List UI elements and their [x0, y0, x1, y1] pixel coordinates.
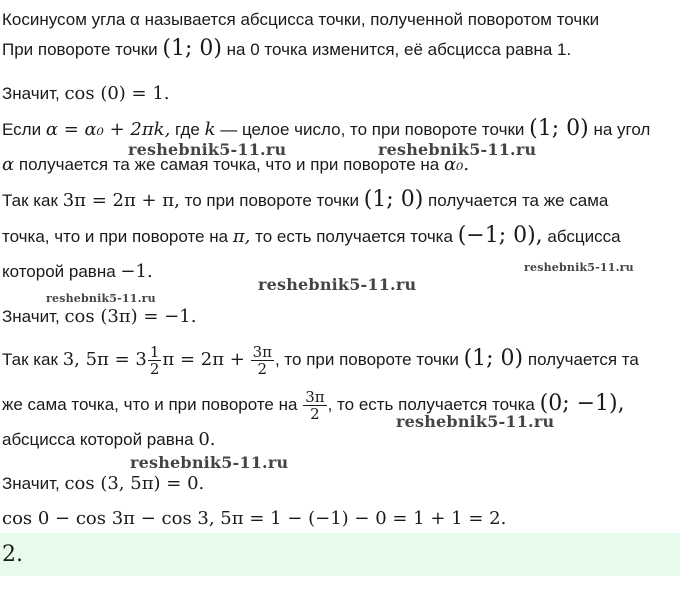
- text: на 0 точка изменится, её абсцисса равна 1.: [226, 40, 572, 59]
- watermark: reshebnik5-11.ru: [378, 140, 537, 159]
- math: α₀.: [444, 154, 470, 175]
- math: cos (3, 5π) = 0.: [64, 473, 205, 494]
- line-abscissa-zero: [2, 428, 216, 452]
- text: где: [175, 120, 200, 139]
- text: абсцисса: [547, 227, 621, 246]
- text: Значит,: [2, 307, 60, 326]
- numerator: 3π: [305, 388, 325, 406]
- text: абсцисса которой равна: [2, 430, 194, 449]
- text: то есть получается точка: [255, 227, 453, 246]
- math: 0.: [198, 429, 216, 450]
- math: 3π = 2π + π,: [62, 190, 180, 211]
- math: cos (0) = 1.: [64, 83, 170, 104]
- math: cos (3π) = −1.: [64, 306, 197, 327]
- math: π = 2π +: [162, 348, 245, 370]
- denominator: 2: [149, 360, 160, 378]
- line-cos-3pi: [2, 305, 196, 329]
- line-point-minus-one: [2, 224, 621, 249]
- text: , то есть получается точка: [327, 394, 535, 414]
- text: получается та же самая точка, что и при повороте на: [18, 155, 440, 174]
- math: (1; 0): [529, 116, 589, 141]
- denominator: 2: [303, 405, 326, 422]
- text: , то при повороте точки: [274, 349, 459, 369]
- math: α = α₀ + 2πk,: [45, 119, 171, 140]
- text: Значит,: [2, 84, 60, 103]
- text: Если: [2, 120, 42, 139]
- line-final-expression: [2, 507, 506, 531]
- math: −1.: [120, 261, 153, 282]
- text: же сама точка, что и при повороте на: [2, 394, 298, 414]
- math: (1; 0): [162, 36, 222, 61]
- text: Так как: [2, 349, 58, 369]
- line-3-5pi: [2, 344, 639, 377]
- fraction-3pi-2: [251, 344, 274, 377]
- watermark: reshebnik5-11.ru: [130, 453, 289, 472]
- math: α: [2, 154, 15, 175]
- numerator: 3π: [252, 343, 272, 361]
- line-definition: [2, 8, 599, 32]
- text: — целое число, то при повороте точки: [220, 120, 525, 139]
- line-rotation-zero: [2, 37, 571, 62]
- text: Значит,: [2, 474, 60, 493]
- line-cos-3-5pi: [2, 472, 204, 496]
- text: Так как: [2, 191, 58, 210]
- math: 3, 5π = 3: [62, 348, 147, 370]
- watermark: reshebnik5-11.ru: [396, 412, 555, 431]
- math: (−1; 0),: [457, 223, 543, 248]
- watermark: reshebnik5-11.ru: [258, 275, 417, 294]
- math: cos 0 − cos 3π − cos 3, 5π = 1 − (−1) − 0 = 1 + 1 = 2.: [2, 508, 507, 529]
- text: на угол: [593, 120, 651, 139]
- math: k: [204, 119, 216, 140]
- math: π,: [232, 226, 251, 247]
- watermark: reshebnik5-11.ru: [524, 261, 634, 274]
- definition-text: Косинусом угла α называется абсцисса точки, полученной поворотом точки: [2, 10, 600, 29]
- math: (0; −1),: [539, 390, 625, 416]
- line-3pi: [2, 188, 608, 213]
- answer-box: [0, 533, 680, 576]
- text: получается та: [527, 349, 639, 369]
- line-cos-zero: [2, 82, 170, 106]
- fraction-3pi-2: [303, 389, 326, 422]
- text: получается та же сама: [428, 191, 609, 210]
- text: которой равна: [2, 262, 116, 281]
- text: точка, что и при повороте на: [2, 227, 229, 246]
- numerator: 1: [149, 343, 160, 361]
- watermark: reshebnik5-11.ru: [128, 140, 287, 159]
- fraction-one-half: [148, 344, 162, 377]
- denominator: 2: [251, 360, 274, 377]
- math: (1; 0): [463, 345, 524, 371]
- answer-value: 2.: [2, 542, 23, 567]
- text: При повороте точки: [2, 40, 158, 59]
- line-equals-minus-one: [2, 260, 153, 284]
- watermark: reshebnik5-11.ru: [46, 292, 156, 305]
- text: то при повороте точки: [184, 191, 359, 210]
- math: (1; 0): [363, 187, 424, 212]
- line-if-alpha: [2, 117, 650, 142]
